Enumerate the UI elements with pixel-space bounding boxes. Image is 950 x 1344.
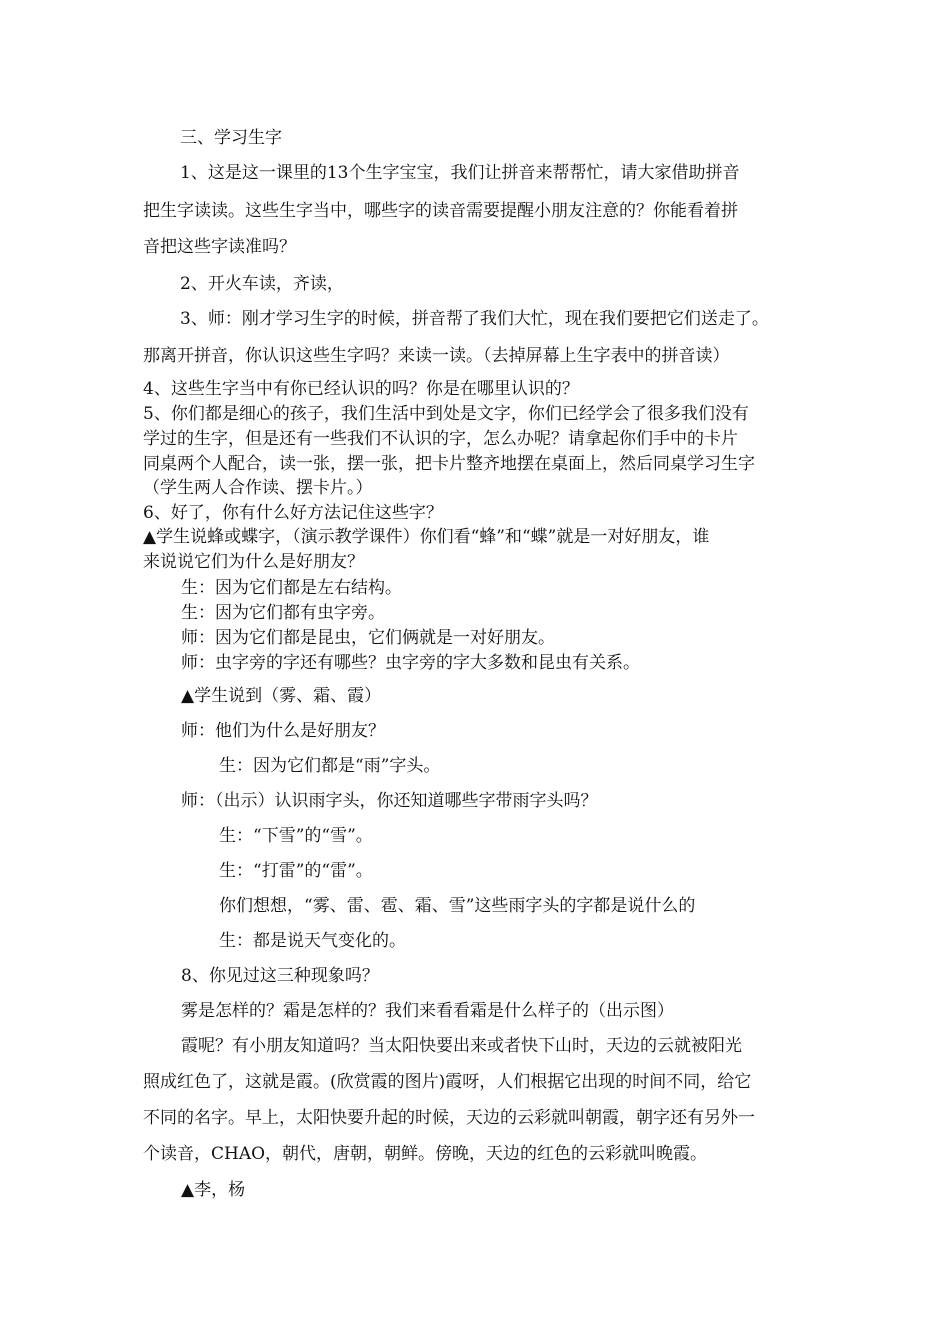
paragraph-line: 6、好了，你有什么好方法记住这些字？ [143, 503, 443, 523]
dialogue-line: 生：都是说天气变化的。 [219, 931, 406, 951]
paragraph-line: 1、这是这一课里的13个生字宝宝，我们让拼音来帮帮忙，请大家借助拼音 [180, 163, 740, 183]
dialogue-line: 生：“下雪”的“雪”。 [219, 826, 373, 846]
paragraph-line: 8、你见过这三种现象吗？ [181, 966, 379, 986]
dialogue-line: 生：因为它们都有虫字旁。 [181, 603, 385, 623]
dialogue-line: 师：他们为什么是好朋友？ [181, 721, 385, 741]
paragraph-line: 霞呢？有小朋友知道吗？当太阳快要出来或者快下山时，天边的云就被阳光 [181, 1036, 742, 1056]
paragraph-line: 2、开火车读，齐读， [180, 274, 344, 294]
dialogue-line: 生：因为它们都是左右结构。 [181, 578, 402, 598]
paragraph-line: 学过的生字，但是还有一些我们不认识的字，怎么办呢？请拿起你们手中的卡片 [143, 429, 738, 449]
paragraph-line: 3、师：刚才学习生字的时候，拼音帮了我们大忙，现在我们要把它们送走了。 [180, 309, 769, 329]
paragraph-line: 不同的名字。早上，太阳快要升起的时候，天边的云彩就叫朝霞，朝字还有另外一 [143, 1108, 755, 1128]
dialogue-line: 你们想想，“雾、雷、雹、霜、雪”这些雨字头的字都是说什么的 [219, 896, 696, 916]
paragraph-line: 雾是怎样的？霜是怎样的？我们来看看霜是什么样子的（出示图） [181, 1001, 674, 1021]
dialogue-line: 师：虫字旁的字还有哪些？虫字旁的字大多数和昆虫有关系。 [181, 653, 640, 673]
paragraph-line: ▲学生说到（雾、霜、霞） [181, 686, 382, 706]
paragraph-line: （学生两人合作读、摆卡片。） [143, 478, 373, 498]
dialogue-line: 师：（出示）认识雨字头，你还知道哪些字带雨字头吗？ [181, 791, 598, 811]
paragraph-line: 同桌两个人配合，读一张，摆一张，把卡片整齐地摆在桌面上，然后同桌学习生字 [143, 454, 755, 474]
paragraph-line: 那离开拼音，你认识这些生字吗？来读一读。（去掉屏幕上生字表中的拼音读） [143, 346, 730, 366]
paragraph-line: 4、这些生字当中有你已经认识的吗？你是在哪里认识的？ [143, 379, 579, 399]
section-heading: 三、学习生字 [180, 128, 282, 148]
paragraph-line: 5、你们都是细心的孩子，我们生活中到处是文字，你们已经学会了很多我们没有 [143, 404, 749, 424]
paragraph-line: 来说说它们为什么是好朋友？ [143, 552, 364, 572]
paragraph-line: 个读音，CHAO，朝代，唐朝，朝鲜。傍晚，天边的红色的云彩就叫晚霞。 [143, 1144, 708, 1164]
paragraph-line: 把生字读读。这些生字当中，哪些字的读音需要提醒小朋友注意的？你能看着拼 [143, 201, 738, 221]
paragraph-line: 音把这些字读准吗？ [143, 237, 296, 257]
dialogue-line: 生：因为它们都是“雨”字头。 [219, 756, 441, 776]
dialogue-line: 生：“打雷”的“雷”。 [219, 861, 373, 881]
paragraph-line: ▲李，杨 [181, 1180, 246, 1200]
paragraph-line: ▲学生说蜂或蝶字，（演示教学课件）你们看“蜂”和“蝶”就是一对好朋友，谁 [143, 527, 710, 547]
dialogue-line: 师：因为它们都是昆虫，它们俩就是一对好朋友。 [181, 628, 555, 648]
paragraph-line: 照成红色了，这就是霞。(欣赏霞的图片)霞呀，人们根据它出现的时间不同，给它 [143, 1072, 752, 1092]
